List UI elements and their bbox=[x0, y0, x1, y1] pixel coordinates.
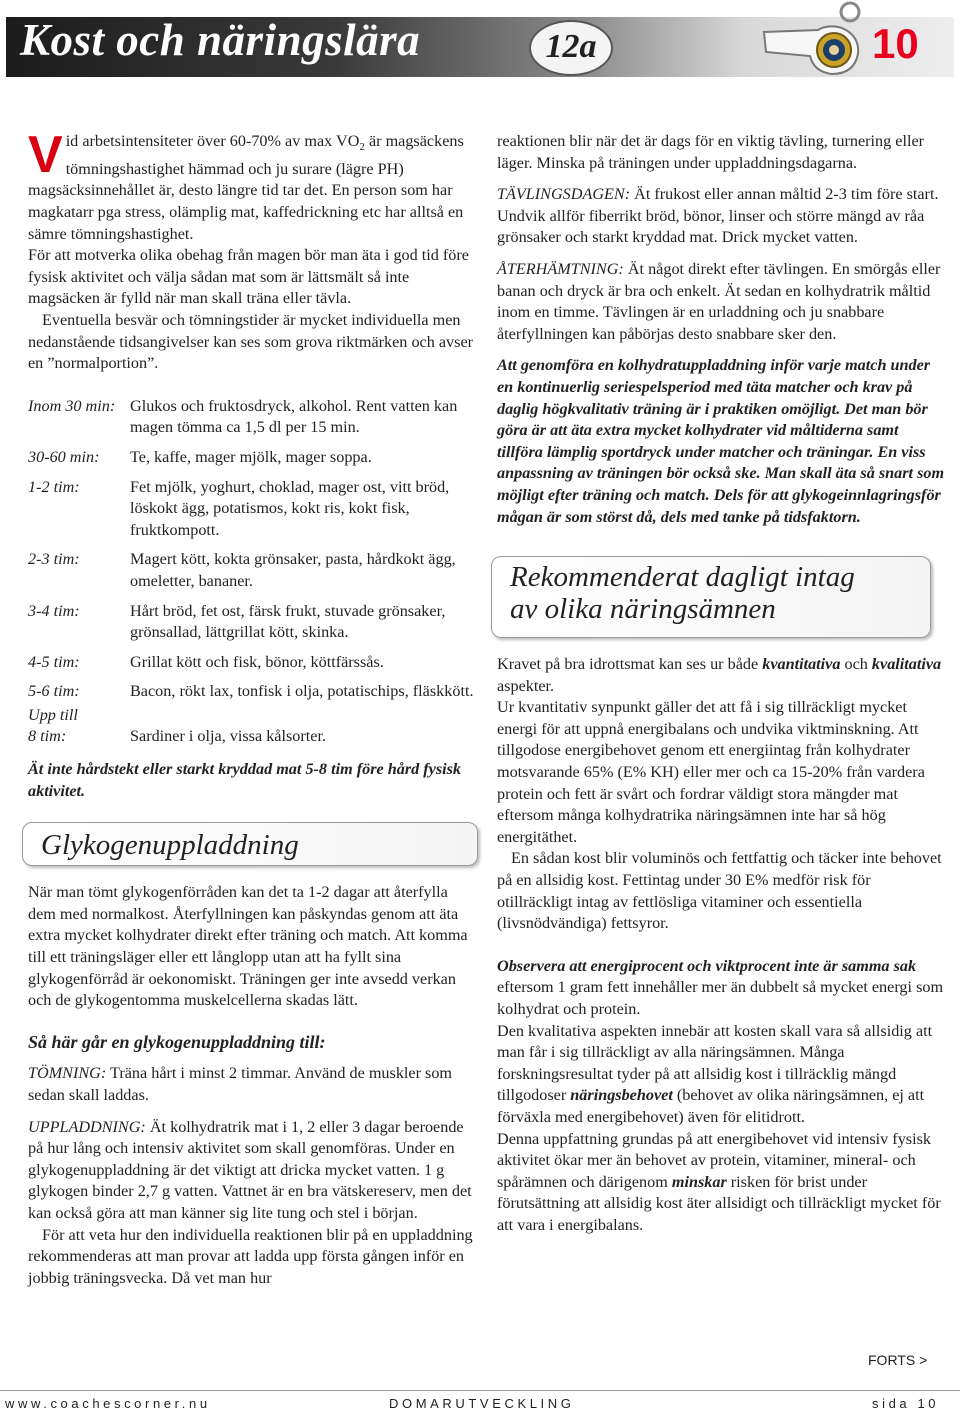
schedule-row: Upp till bbox=[28, 705, 78, 724]
uppladdning-paragraph: UPPLADDNING: Ät kolhydratrik mat i 1, 2 eller 3 dagar beroende på hur lång och intensiv aktivitet som skall genomföras. Under en glykogenuppladdning är det viktigt att dricka mycket vatten. 1 g glykogen binder 2,7 g vatten. Vattnet är en bra vätskereserv, men det kan också göra att man känner sig lite tung och stel i början. bbox=[28, 1117, 472, 1222]
footer-url[interactable]: www.coachescorner.nu bbox=[5, 1396, 211, 1411]
left-column bbox=[28, 126, 478, 1289]
warning-note: Ät inte hårdstekt eller starkt kryddad mat 5-8 tim före hård fysisk aktivitet. bbox=[28, 760, 462, 800]
schedule-row: 5-6 tim: Bacon, rökt lax, tonfisk i olja, potatischips, fläskkött. bbox=[28, 682, 474, 701]
footer-page: sida 10 bbox=[872, 1396, 940, 1411]
emptying-schedule bbox=[28, 396, 478, 748]
kvalitativ-paragraph: Den kvalitativa aspekten innebär att kosten skall vara så allsidig att man får i sig tillräckligt av alla näringsämnen. Många forskningsresultat tyder på att allsidig kost i tillräcklig mängd tillgodoser näringsbehovet (behovet av olika näringsämnen, ej att förväxla med energibehovet) även för elitidrott. bbox=[497, 1021, 933, 1126]
footer-center: DOMARUTVECKLING bbox=[389, 1396, 575, 1411]
page-header bbox=[0, 0, 960, 80]
schedule-row: 8 tim: Sardiner i olja, vissa kålsorter. bbox=[28, 727, 327, 746]
section-badge: 12a bbox=[529, 20, 613, 76]
section-heading-glykogen: Glykogenuppladdning bbox=[22, 822, 478, 866]
schedule-row: 1-2 tim: Fet mjölk, yoghurt, choklad, mager ost, vitt bröd, löskokt ägg, potatismos, kokt ris, kokt fisk, fruktkompott. bbox=[28, 477, 450, 539]
whistle-icon bbox=[756, 0, 868, 80]
tavlingsdagen-paragraph: TÄVLINGSDAGEN: Ät frukost eller annan måltid 2-3 tim före start. Undvik allför fiberrikt bröd, bönor, linser och större mängd av råa grönsaker och starkt kryddad mat. Drick mycket vatten. bbox=[497, 185, 939, 247]
glykogen-paragraph: När man tömt glykogenförråden kan det ta 1-2 dagar att återfylla dem med normalkost. Återfyllningen kan påskyndas genom att äta extra mycket kolhydrater direkt efter träning och match. Att komma till ett träningsläger eller ett långlopp utan att ha fyllt sina glykogenförråd är oekonomiskt. Träningen ger inte avsedd verkan och de glykogentomma muskelcellerna skadas lätt. bbox=[28, 883, 468, 1010]
paragraph-2: För att motverka olika obehag från magen bör man äta i god tid före fysisk aktivitet och välja sådan mat som är lättsmält så inte magsäcken är fylld när man skall träna eller tävla. bbox=[28, 246, 469, 308]
emphasis-paragraph: Att genomföra en kolhydratuppladdning inför varje match under en kontinuerlig seriespelsperiod med täta matcher och krav på daglig högkvalitativ träning är i praktiken omöjligt. Det man bör göra är att äta extra mycket kolhydrater vid måltiderna samt tillföra lämplig sportdryck under matcher och träningar. En viss anpassning av träningen bör också ske. Man skall äta så snart som möjligt efter träning och match. Dels för att glykogeinnlagringsför mågan är som störst då, dels med tanke på tidsfaktorn. bbox=[497, 356, 945, 526]
observera-paragraph: Observera att energiprocent och viktprocent inte är samma sak eftersom 1 gram fett innehåller mer än dubbelt så mycket energi som kolhydrat och protein. bbox=[497, 956, 944, 1018]
drop-cap: V bbox=[28, 126, 63, 184]
schedule-row: 3-4 tim: Hårt bröd, fet ost, färsk frukt, stuvade grönsaker, grönsallad, lättgrillat kött, skinka. bbox=[28, 601, 446, 642]
krav-paragraph: Kravet på bra idrottsmat kan ses ur både kvantitativa och kvalitativa aspekter. bbox=[497, 655, 942, 695]
kost-paragraph: En sådan kost blir voluminös och fettfattig och täcker inte behovet på en allsidig kost. Fettintag under 30 E% medför risk för otillräckligt intag av fettlösliga vitaminer och essentiella (livsnödvändiga) fettsyror. bbox=[497, 849, 942, 933]
section-heading-rekommenderat: Rekommenderat dagligt intag av olika näringsämnen bbox=[491, 556, 931, 638]
intro-paragraph: Vid arbetsintensiteter över 60-70% av $\max VO_2$ är magsäckens tömningshastighet hämmad och ju surare (lägre PH) magsäcksinnehållet är, desto längre tid tar det. En person som har magkatarr pga stress, olämplig mat, kaffedrickning etc har alltså en sämre tömningshastighet. bbox=[28, 126, 464, 243]
glykogen-subheading: Så här går en glykogenuppladdning till: bbox=[28, 1031, 326, 1052]
uppladdning-paragraph-2: För att veta hur den individuella reaktionen blir på en uppladdning rekommenderas att man provar att ladda upp första gången inför en jobbig träningsvecka. Då vet man hur bbox=[28, 1225, 473, 1287]
page-footer bbox=[0, 1396, 960, 1416]
footer-rule bbox=[0, 1390, 960, 1391]
right-column bbox=[497, 131, 945, 1237]
kvantitativ-paragraph: Ur kvantitativ synpunkt gäller det att få i sig tillräckligt mycket energi för att uppnå energibalans och undvika viktminskning. Att tillgodose energibehovet genom ett energiintag från kolhydrater motsvarande 65% (E% KH) eller mer och ca 15-20% från vardera protein och fett är svårt och fordrar väldigt stora mängder mat eftersom många kolhydratrika näringsämnen inte har så hög energitäthet. bbox=[497, 698, 925, 846]
schedule-row: 2-3 tim: Magert kött, kokta grönsaker, pasta, hårdkokt ägg, omeletter, bananer. bbox=[28, 550, 456, 590]
page-title: Kost och näringslära bbox=[20, 15, 421, 65]
schedule-row: Inom 30 min: Glukos och fruktosdryck, alkohol. Rent vatten kan magen tömma ca 1,5 dl per 15 min. bbox=[28, 396, 458, 437]
continued-paragraph: reaktionen blir när det är dags för en viktig tävling, turnering eller läger. Minska på träningen under uppladdningsdagarna. bbox=[497, 132, 925, 172]
continued-link[interactable]: FORTS > bbox=[868, 1352, 928, 1368]
tomning-paragraph: TÖMNING: Träna hårt i minst 2 timmar. Använd de muskler som sedan skall laddas. bbox=[28, 1064, 453, 1105]
page-number: 10 bbox=[872, 20, 919, 67]
schedule-row: 4-5 tim: Grillat kött och fisk, bönor, köttfärssås. bbox=[28, 652, 384, 671]
paragraph-3: Eventuella besvär och tömningstider är mycket individuella men nedanstående tidsangivelser kan ses som grova riktmärken och avser en ”normalportion”. bbox=[28, 310, 474, 373]
aterhamtning-paragraph: ÅTERHÄMTNING: Ät något direkt efter tävlingen. En smörgås eller banan och dryck är bra och enkelt. Ät sedan en kolhydratrik måltid inom en timme. Tävlingen är en urladdning och ju snabbare återfyllningen kan påbörjas desto snabbare sker den. bbox=[497, 259, 941, 343]
schedule-row: 30-60 min: Te, kaffe, mager mjölk, mager soppa. bbox=[28, 447, 372, 466]
energibehov-paragraph: Denna uppfattning grundas på att energibehovet vid intensiv fysisk aktivitet ökar mer än behovet av protein, vitaminer, mineral- och spårämnen och därigenom minskar risken för brist under förutsättning att allsidig kost äter allsidigt och tillräckligt mycket för att vara i energibalans. bbox=[497, 1129, 941, 1234]
